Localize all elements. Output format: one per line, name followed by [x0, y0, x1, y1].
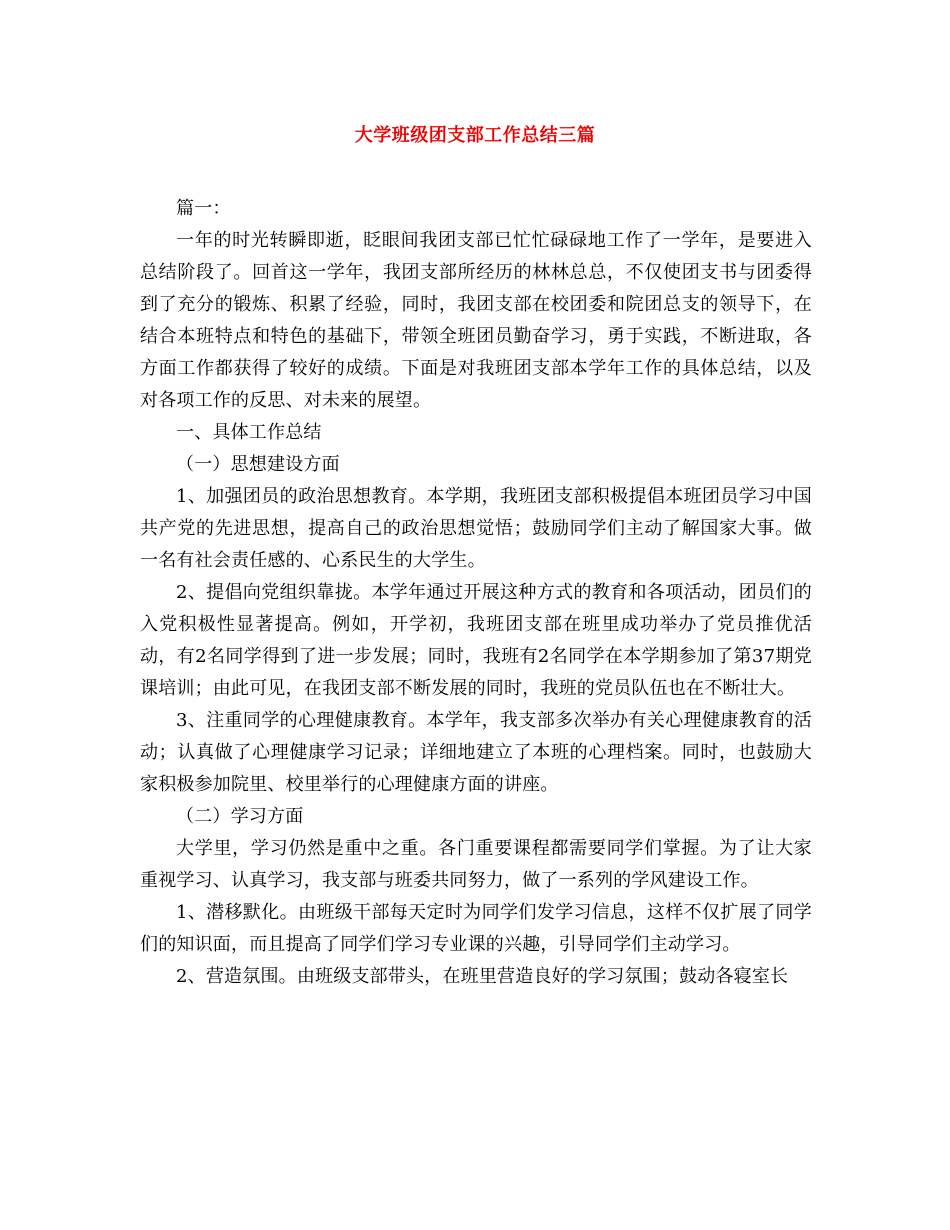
paragraph: 3、注重同学的心理健康教育。本学年，我支部多次举办有关心理健康教育的活动；认真做了心理健康学习记录；详细地建立了本班的心理档案。同时，也鼓励大家积极参加院里、校里举行的心理健康方面的讲座。 [140, 710, 812, 795]
document-body [140, 193, 812, 993]
subsection-heading: （一）思想建设方面 [176, 454, 340, 475]
section-heading: 一、具体工作总结 [176, 422, 322, 443]
paragraph: 一年的时光转瞬即逝，眨眼间我团支部已忙忙碌碌地工作了一学年，是要进入总结阶段了。回首这一学年，我团支部所经历的林林总总，不仅使团支书与团委得到了充分的锻炼、积累了经验，同时，我团支部在校团委和院团总支的领导下，在结合本班特点和特色的基础下，带领全班团员勤奋学习，勇于实践，不断进取，各方面工作都获得了较好的成绩。下面是对我班团支部本学年工作的具体总结，以及对各项工作的反思、对未来的展望。 [140, 230, 812, 411]
paragraph: 2、提倡向党组织靠拢。本学年通过开展这种方式的教育和各项活动，团员们的入党积极性显著提高。例如，开学初，我班团支部在班里成功举办了党员推优活动，有2名同学得到了进一步发展；同时，我班有2名同学在本学期参加了第37期党课培训；由此可见，在我团支部不断发展的同时，我班的党员队伍也在不断壮大。 [140, 582, 812, 699]
paragraph: 1、加强团员的政治思想教育。本学期，我班团支部积极提倡本班团员学习中国共产党的先进思想，提高自己的政治思想觉悟；鼓励同学们主动了解国家大事。做一名有社会责任感的、心系民生的大学生。 [140, 486, 812, 571]
section-heading: 篇一： [176, 198, 231, 219]
paragraph: 2、营造氛围。由班级支部带头，在班里营造良好的学习氛围；鼓动各寝室长 [176, 966, 789, 987]
paragraph: 1、潜移默化。由班级干部每天定时为同学们发学习信息，这样不仅扩展了同学们的知识面，而且提高了同学们学习专业课的兴趣，引导同学们主动学习。 [140, 902, 812, 955]
paragraph: 大学里，学习仍然是重中之重。各门重要课程都需要同学们掌握。为了让大家重视学习、认真学习，我支部与班委共同努力，做了一系列的学风建设工作。 [140, 838, 812, 891]
document-title: 大学班级团支部工作总结三篇 [354, 125, 596, 146]
subsection-heading: （二）学习方面 [176, 806, 304, 827]
